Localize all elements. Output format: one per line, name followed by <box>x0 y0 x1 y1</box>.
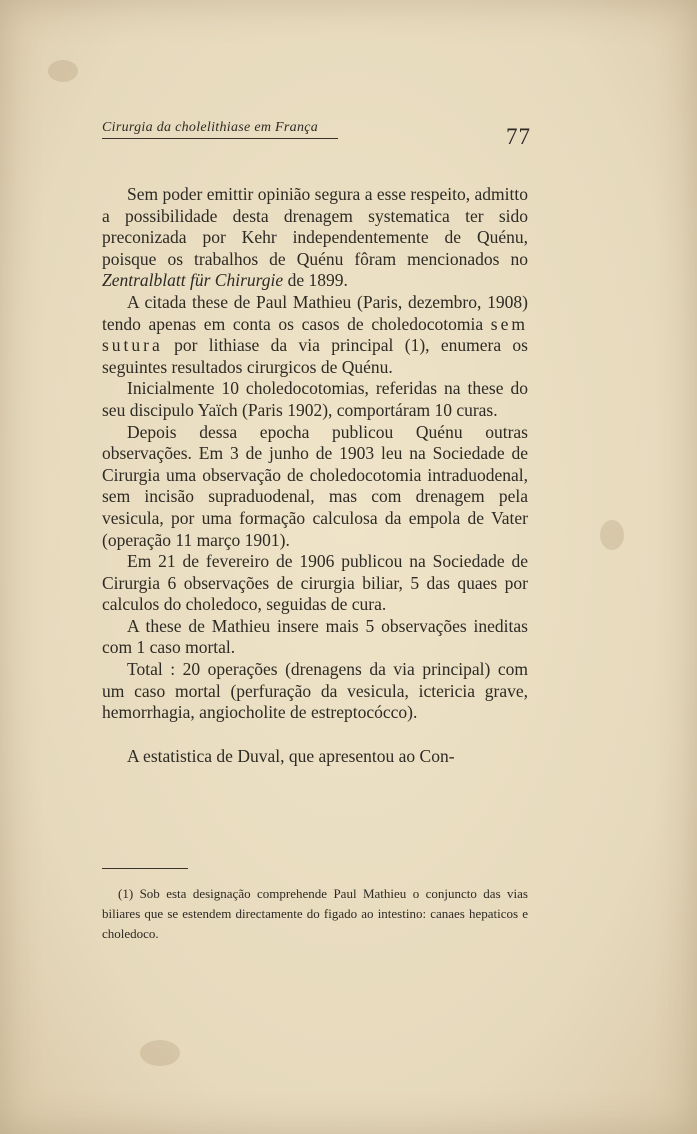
paragraph-text: Sem poder emittir opinião segura a esse respeito, admitto a possibilidade desta drenagem systematica ter sido preconizada por Kehr independentemente de Quénu, poisque os trabalhos de Quénu fôram mencionados no <box>102 184 528 269</box>
page-number: 77 <box>506 124 531 149</box>
paper-stain <box>48 60 78 82</box>
running-title: Cirurgia da cholelithiase em França <box>102 120 338 139</box>
paragraph: Inicialmente 10 choledocotomias, referidas na these do seu discipulo Yaïch (Paris 1902), comportáram 10 curas. <box>102 378 528 420</box>
paragraph-text: A citada these de Paul Mathieu (Paris, dezembro, 1908) tendo apenas em conta os casos de choledocotomia <box>102 291 528 334</box>
paper-stain <box>600 520 624 550</box>
paragraph <box>102 292 528 378</box>
footnote-text: (1) Sob esta designação comprehende Paul Mathieu o conjuncto das vias biliares que se estendem directamente do figado ao intestino: canaes hepaticos e choledoco. <box>102 886 528 941</box>
journal-title: Zentralblatt für Chirurgie <box>102 270 284 291</box>
emphasized-text: sem sutura <box>102 313 528 356</box>
main-text <box>102 184 528 767</box>
paragraph: A estatistica de Duval, que apresentou ao Con- <box>127 745 455 766</box>
paragraph: Depois dessa epocha publicou Quénu outras observações. Em 3 de junho de 1903 leu na Sociedade de Cirurgia uma observação de choledocotomia intraduodenal, sem incisão supraduodenal, mas com drenagem pela vesicula, por uma formação calculosa da empola de Vater (operação 11 março 1901). <box>102 421 528 550</box>
paragraph: A these de Mathieu insere mais 5 observações ineditas com 1 caso mortal. <box>102 615 528 658</box>
paragraph-text: de 1899. <box>283 270 348 291</box>
paper-stain <box>140 1040 180 1066</box>
footnote-rule <box>102 868 188 869</box>
paragraph-text: por lithiase da via principal (1), enumera os seguintes resultados cirurgicos de Quénu. <box>102 335 528 377</box>
footnote <box>102 884 528 944</box>
paragraph: Total : 20 operações (drenagens da via principal) com um caso mortal (perfuração da vesicula, ictericia grave, hemorrhagia, angiocholite de estreptocócco). <box>102 659 528 723</box>
paragraph: Em 21 de fevereiro de 1906 publicou na Sociedade de Cirurgia 6 observações de cirurgia biliar, 5 das quaes por calculos do choledoco, seguidas de cura. <box>102 551 528 615</box>
paragraph <box>102 184 528 292</box>
